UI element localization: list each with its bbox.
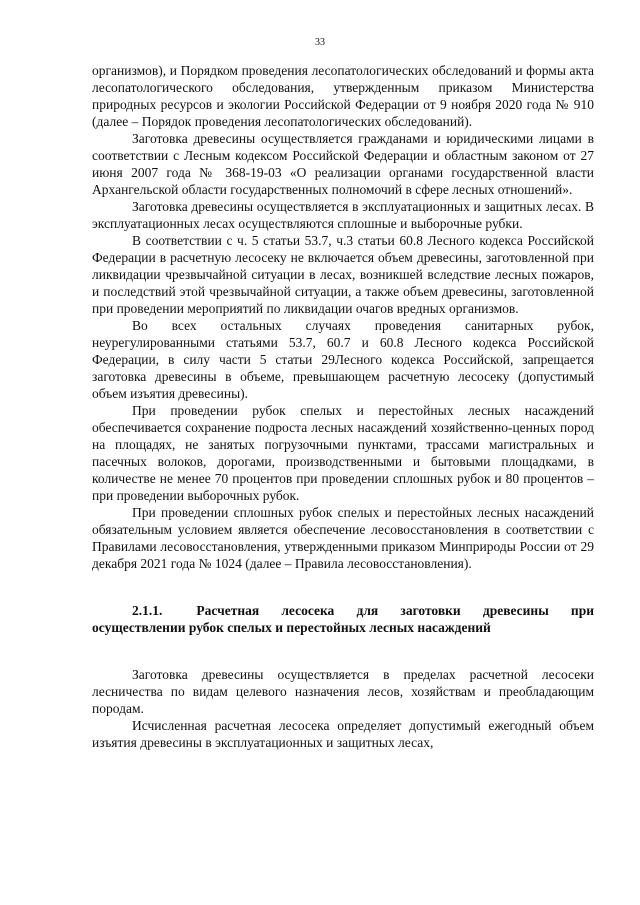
section-title: Расчетная лесосека для заготовки древесины при осуществлении рубок спелых и перестойных лесных насаждений [92, 603, 594, 635]
paragraph: Во всех остальных случаях проведения санитарных рубок, неурегулированными статьями 53.7, 60.7 и 60.8 Лесного кодекса Российской Федерации, в силу части 5 статьи 29Лесного кодекса Российской, запрещается заготовка древесины в объеме, превышающем расчетную лесосеку (допустимый объем изъятия древесины). [92, 318, 594, 401]
section-number: 2.1.1. [132, 603, 163, 618]
paragraph: При проведении рубок спелых и перестойных лесных насаждений обеспечивается сохранение подроста лесных насаждений хозяйственно-ценных пород на площадях, не занятых погрузочными пунктами, трассами магистральных и пасечных волоков, дорогами, производственными и бытовыми площадками, в количестве не менее 70 процентов при проведении сплошных рубок и 80 процентов – при проведении выборочных рубок. [92, 403, 594, 503]
document-body [92, 62, 594, 751]
paragraph: Заготовка древесины осуществляется гражданами и юридическими лицами в соответствии с Лесным кодексом Российской Федерации и областным законом от 27 июня 2007 года № 368-19-03 «О реализации органами государственной власти Архангельской области государственных полномочий в сфере лесных отношений». [92, 131, 594, 197]
page-number: 33 [315, 37, 325, 48]
spacer [92, 572, 594, 602]
paragraph: Заготовка древесины осуществляется в эксплуатационных и защитных лесах. В эксплуатационных лесах осуществляются сплошные и выборочные рубки. [92, 199, 594, 231]
paragraph: организмов), и Порядком проведения лесопатологических обследований и формы акта лесопатологического обследования, утвержденным приказом Министерства природных ресурсов и экологии Российской Федерации от 9 ноября 2020 года № 910 (далее – Порядок проведения лесопатологических обследований). [92, 63, 594, 129]
paragraph: В соответствии с ч. 5 статьи 53.7, ч.3 статьи 60.8 Лесного кодекса Российской Федерации в расчетную лесосеку не включается объем древесины, заготовленной при ликвидации чрезвычайной ситуации в лесах, возникшей вследствие лесных пожаров, и последствий этой чрезвычайной ситуации, а также объем древесины, заготовленной при проведении мероприятий по ликвидации очагов вредных организмов. [92, 233, 594, 316]
section-heading [92, 602, 594, 636]
paragraph: При проведении сплошных рубок спелых и перестойных лесных насаждений обязательным условием является обеспечение лесовосстановления в соответствии с Правилами лесовосстановления, утвержденными приказом Минприроды России от 29 декабря 2021 года № 1024 (далее – Правила лесовосстановления). [92, 505, 594, 571]
spacer [92, 636, 594, 666]
paragraph: Заготовка древесины осуществляется в пределах расчетной лесосеки лесничества по видам целевого назначения лесов, хозяйствам и преобладающим породам. [92, 667, 594, 716]
paragraph: Исчисленная расчетная лесосека определяет допустимый ежегодный объем изъятия древесины в эксплуатационных и защитных лесах, [92, 718, 594, 750]
